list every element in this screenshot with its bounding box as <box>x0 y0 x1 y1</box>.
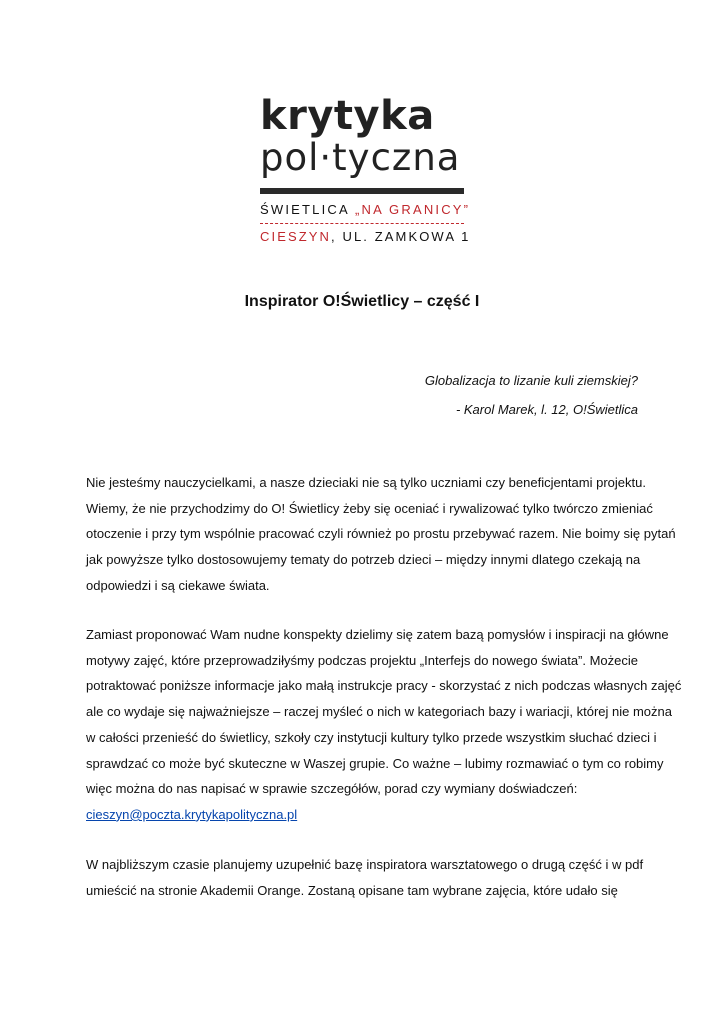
epigraph-quote: Globalizacja to lizanie kuli ziemskiej? <box>424 373 638 388</box>
logo-bar <box>260 188 464 194</box>
paragraph-line: W najbliższym czasie planujemy uzupełnić bazę inspiratora warsztatowego o drugą część i w pdf <box>86 857 644 872</box>
paragraph-line: odpowiedzi i są ciekawe świata. <box>86 577 270 593</box>
paragraph-line: Wiemy, że nie przychodzimy do O! Świetlicy żeby się oceniać i rywalizować tylko twórczo zmieniać <box>86 500 653 516</box>
paragraph-line: jak powyższe tylko dostosowujemy tematy do potrzeb dzieci – między innymi dlatego czekają na <box>86 552 641 568</box>
paragraph-1 <box>86 470 676 599</box>
paragraph-3 <box>86 852 646 903</box>
epigraph-attribution: - Karol Marek, l. 12, O!Świetlica <box>455 402 638 417</box>
paragraph-line: więc można do nas napisać w sprawie szczegółów, porad czy wymiany doświadczeń: <box>86 781 578 797</box>
paragraph-line: Zamiast proponować Wam nudne konspekty dzielimy się zatem bazą pomysłów i inspiracji na główne <box>86 627 669 642</box>
paragraph-2 <box>86 622 682 828</box>
paragraph-line: ale co wydaje się najważniejsze – raczej myśleć o nich w kategoriach bazy i wariacji, której nie można <box>86 704 672 720</box>
paragraph-line: Nie jesteśmy nauczycielkami, a nasze dzieciaki nie są tylko uczniami czy beneficjentami projektu. <box>86 475 646 490</box>
logo-wordmark-krytyka: krytyka <box>260 93 435 139</box>
email-link[interactable]: cieszyn@poczta.krytykapolityczna.pl <box>86 806 298 822</box>
document-title: Inspirator O!Świetlicy – część I <box>244 293 480 310</box>
logo-wordmark-polityczna: pol·tyczna <box>260 136 461 179</box>
paragraph-line: w całości przenieść do świetlicy, szkoły czy instytucji kultury tylko przede wszystkim słuchać dzieci i <box>86 729 657 745</box>
logo-dashed-divider <box>260 223 464 224</box>
logo-address-street: , UL. ZAMKOWA 1 <box>331 229 471 244</box>
paragraph-line: sprawdzać co może być skuteczne w Waszej grupie. Co ważne – lubimy rozmawiać o tym co robimy <box>86 755 664 771</box>
paragraph-line: umieścić na stronie Akademii Orange. Zostaną opisane tam wybrane zajęcia, które udało się <box>86 882 618 898</box>
logo-address <box>260 229 471 244</box>
logo-address-city: CIESZYN <box>260 229 332 244</box>
paragraph-line: potraktować poniższe informacje jako małą instrukcje pracy - skorzystać z nich podczas własnych zajęć <box>86 678 682 694</box>
email-line <box>86 802 646 828</box>
paragraph-line: motywy zajęć, które przeprowadziłyśmy podczas projektu „Interfejs do nowego świata”. Możecie <box>86 652 639 668</box>
krytyka-polityczna-logo <box>258 93 471 244</box>
logo-subtitle <box>260 202 471 217</box>
paragraph-line: otoczenie i przy tym wspólnie pracować czyli również po prostu przebywać razem. Nie boimy się pytań <box>86 526 676 542</box>
logo-subtitle-red: „NA GRANICY” <box>354 202 471 217</box>
logo-subtitle-prefix: ŚWIETLICA <box>260 202 355 217</box>
